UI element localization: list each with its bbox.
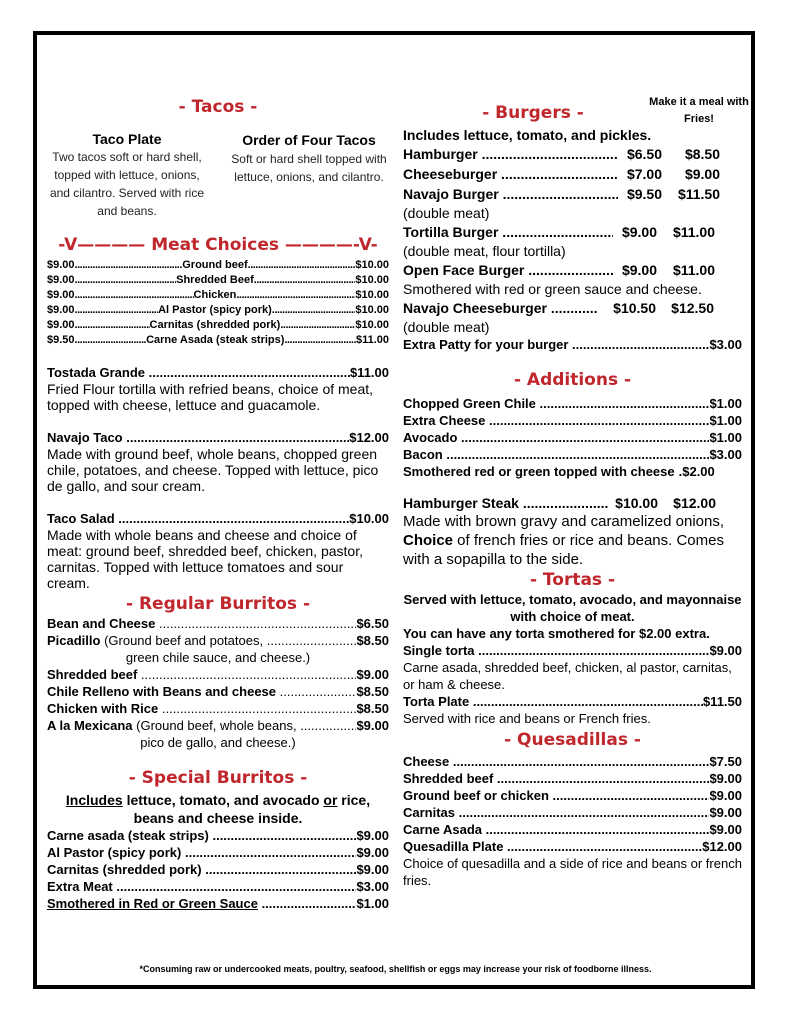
- burger-note: (double meat): [403, 205, 490, 221]
- taco-plate: [47, 130, 207, 220]
- quesadilla-item: Ground beef or chicken ..... $9.00: [403, 787, 742, 804]
- tacos-heading: - Tacos -: [178, 97, 258, 117]
- item-name: Navajo Taco .....: [47, 429, 349, 446]
- hamburger-steak-desc: Made with brown gravy and caramelized onions, Choice of french fries or rice and beans. Comes with a sopapilla to the side.: [403, 513, 724, 568]
- special-burrito-item: Smothered in Red or Green Sauce ..... $1.00: [47, 895, 389, 912]
- item-price: $12.00: [349, 430, 389, 445]
- addition-item: Avocado ..... $1.00: [403, 429, 742, 446]
- quesadilla-plate-desc: Choice of quesadilla and a side of rice and beans or french fries.: [403, 856, 742, 888]
- burger-item: Hamburger ..... $6.50 $8.50: [403, 144, 742, 164]
- item-name: Taco Salad .....: [47, 510, 349, 527]
- single-torta-desc: Carne asada, shredded beef, chicken, al pastor, carnitas, or ham & cheese.: [403, 660, 732, 692]
- meat-choices-list: [47, 258, 389, 348]
- hamburger-steak: Hamburger Steak ..... $10.00 $12.00 Made with brown gravy and caramelized onions, Choice of french fries or rice and beans. Comes with a sopapilla to the side.: [403, 494, 742, 569]
- burger-item: Tortilla Burger ..... $9.00 $11.00: [403, 222, 742, 242]
- meat-choices-heading: -V———— Meat Choices ————-V-: [58, 235, 378, 255]
- regular-burritos-heading: - Regular Burritos -: [125, 594, 311, 614]
- burgers-header-row: [403, 96, 749, 126]
- regular-burritos-list: [47, 615, 389, 751]
- burrito-item: Picadillo (Ground beef and potatoes, ..... $8.50: [47, 632, 389, 649]
- left-column: [47, 96, 389, 912]
- burrito-item: Shredded beef ..... $9.00: [47, 666, 389, 683]
- burger-note: (double meat, flour tortilla): [403, 243, 566, 259]
- addition-item: Chopped Green Chile ..... $1.00: [403, 395, 742, 412]
- quesadilla-item: Carne Asada ..... $9.00: [403, 821, 742, 838]
- burgers-heading: - Burgers -: [482, 103, 584, 123]
- burger-note: (double meat): [403, 319, 490, 335]
- additions-list: [403, 395, 742, 480]
- extra-patty: Extra Patty for your burger ..... $3.00: [403, 336, 742, 353]
- foodborne-illness-disclaimer: *Consuming raw or undercooked meats, poultry, seafood, shellfish or eggs may increase your risk of foodborne illness.: [139, 964, 652, 974]
- quesadilla-item: Quesadilla Plate ..... $12.00: [403, 838, 742, 855]
- quesadilla-item: Shredded beef ..... $9.00: [403, 770, 742, 787]
- tostada-grande: [47, 364, 389, 413]
- meat-row: $9.00 ..... Al Pastor (spicy pork) ..... $10.00: [47, 303, 389, 318]
- order-of-four-name: Order of Four Tacos: [242, 132, 376, 148]
- torta-plate-desc: Served with rice and beans or French fries.: [403, 711, 651, 726]
- burrito-item-sub: green chile sauce, and cheese.): [125, 650, 311, 665]
- burrito-item: A la Mexicana (Ground beef, whole beans, ..... $9.00: [47, 717, 389, 734]
- additions-heading: - Additions -: [513, 370, 632, 390]
- item-desc: Fried Flour tortilla with refried beans, choice of meat, topped with cheese, lettuce and guacamole.: [47, 381, 374, 413]
- quesadilla-item: Cheese ..... $7.50: [403, 753, 742, 770]
- burgers-list: [403, 144, 742, 353]
- special-burritos-heading: - Special Burritos -: [128, 768, 308, 788]
- burrito-item-sub: pico de gallo, and cheese.): [140, 735, 296, 750]
- burgers-intro: Includes lettuce, tomato, and pickles.: [403, 127, 652, 143]
- item-price: $11.00: [349, 365, 389, 380]
- special-burrito-item: Carne asada (steak strips) ..... $9.00: [47, 827, 389, 844]
- taco-plate-desc: Two tacos soft or hard shell, topped with lettuce, onions, and cilantro. Served with rice and beans.: [49, 150, 205, 218]
- burger-note: Smothered with red or green sauce and cheese.: [403, 281, 702, 297]
- burrito-item: Bean and Cheese ..... $6.50: [47, 615, 389, 632]
- item-desc: Made with whole beans and cheese and choice of meat: ground beef, shredded beef, chicken, pastor, carnitas. Topped with lettuce tomatoes and sour cream.: [47, 527, 363, 591]
- burger-item: Cheeseburger ..... $7.00 $9.00: [403, 164, 742, 184]
- order-of-four-desc: Soft or hard shell topped with lettuce, onions, and cilantro.: [231, 152, 387, 184]
- special-burritos-intro: Includes lettuce, tomato, and avocado or rice, beans and cheese inside.: [65, 792, 371, 826]
- special-burritos-list: [47, 827, 389, 912]
- burrito-item: Chile Relleno with Beans and cheese ..... $8.50: [47, 683, 389, 700]
- meat-row: $9.50 ..... Carne Asada (steak strips) ..... $11.00: [47, 333, 389, 348]
- special-burrito-item: Extra Meat ..... $3.00: [47, 878, 389, 895]
- quesadillas-list: [403, 753, 742, 855]
- quesadillas-heading: - Quesadillas -: [504, 730, 641, 750]
- item-desc: Made with ground beef, whole beans, chopped green chile, potatoes, and cheese. Topped with lettuce, pico de gallo, and sour cream.: [47, 446, 379, 494]
- burger-item: Open Face Burger ..... $9.00 $11.00: [403, 260, 742, 280]
- meat-row: $9.00 ..... Shredded Beef ..... $10.00: [47, 273, 389, 288]
- quesadilla-item: Carnitas ..... $9.00: [403, 804, 742, 821]
- addition-item: Smothered red or green topped with cheese .$2.00: [403, 464, 715, 479]
- meat-row: $9.00 ..... Carnitas (shredded pork) ..... $10.00: [47, 318, 389, 333]
- navajo-taco: [47, 429, 389, 494]
- taco-salad: [47, 510, 389, 591]
- item-name: Tostada Grande .....: [47, 364, 350, 381]
- meat-row: $9.00 ..... Ground beef ..... $10.00: [47, 258, 389, 273]
- taco-plate-name: Taco Plate: [92, 131, 162, 147]
- taco-options: [47, 130, 389, 220]
- burrito-item: Chicken with Rice ..... $8.50: [47, 700, 389, 717]
- special-burrito-item: Al Pastor (spicy pork) ..... $9.00: [47, 844, 389, 861]
- special-burrito-item: Carnitas (shredded pork) ..... $9.00: [47, 861, 389, 878]
- meal-note: Make it a meal with Fries!: [649, 96, 749, 125]
- burger-item: Navajo Cheeseburger ..... $10.50 $12.50: [403, 298, 742, 318]
- tortas-intro: Served with lettuce, tomato, avocado, and mayonnaise with choice of meat.: [403, 592, 742, 624]
- order-of-four-tacos: [229, 130, 389, 210]
- torta-plate: Torta Plate ..... $11.50: [403, 693, 742, 710]
- burger-item: Navajo Burger ..... $9.50 $11.50: [403, 184, 742, 204]
- right-column: [403, 96, 749, 889]
- single-torta: Single torta ..... $9.00: [403, 642, 742, 659]
- item-price: $10.00: [349, 511, 389, 526]
- tortas-smother: You can have any torta smothered for $2.00 extra.: [403, 626, 710, 641]
- addition-item: Bacon ..... $3.00: [403, 446, 742, 463]
- meat-row: $9.00 ..... Chicken ..... $10.00: [47, 288, 389, 303]
- tortas-heading: - Tortas -: [529, 570, 616, 590]
- addition-item: Extra Cheese ..... $1.00: [403, 412, 742, 429]
